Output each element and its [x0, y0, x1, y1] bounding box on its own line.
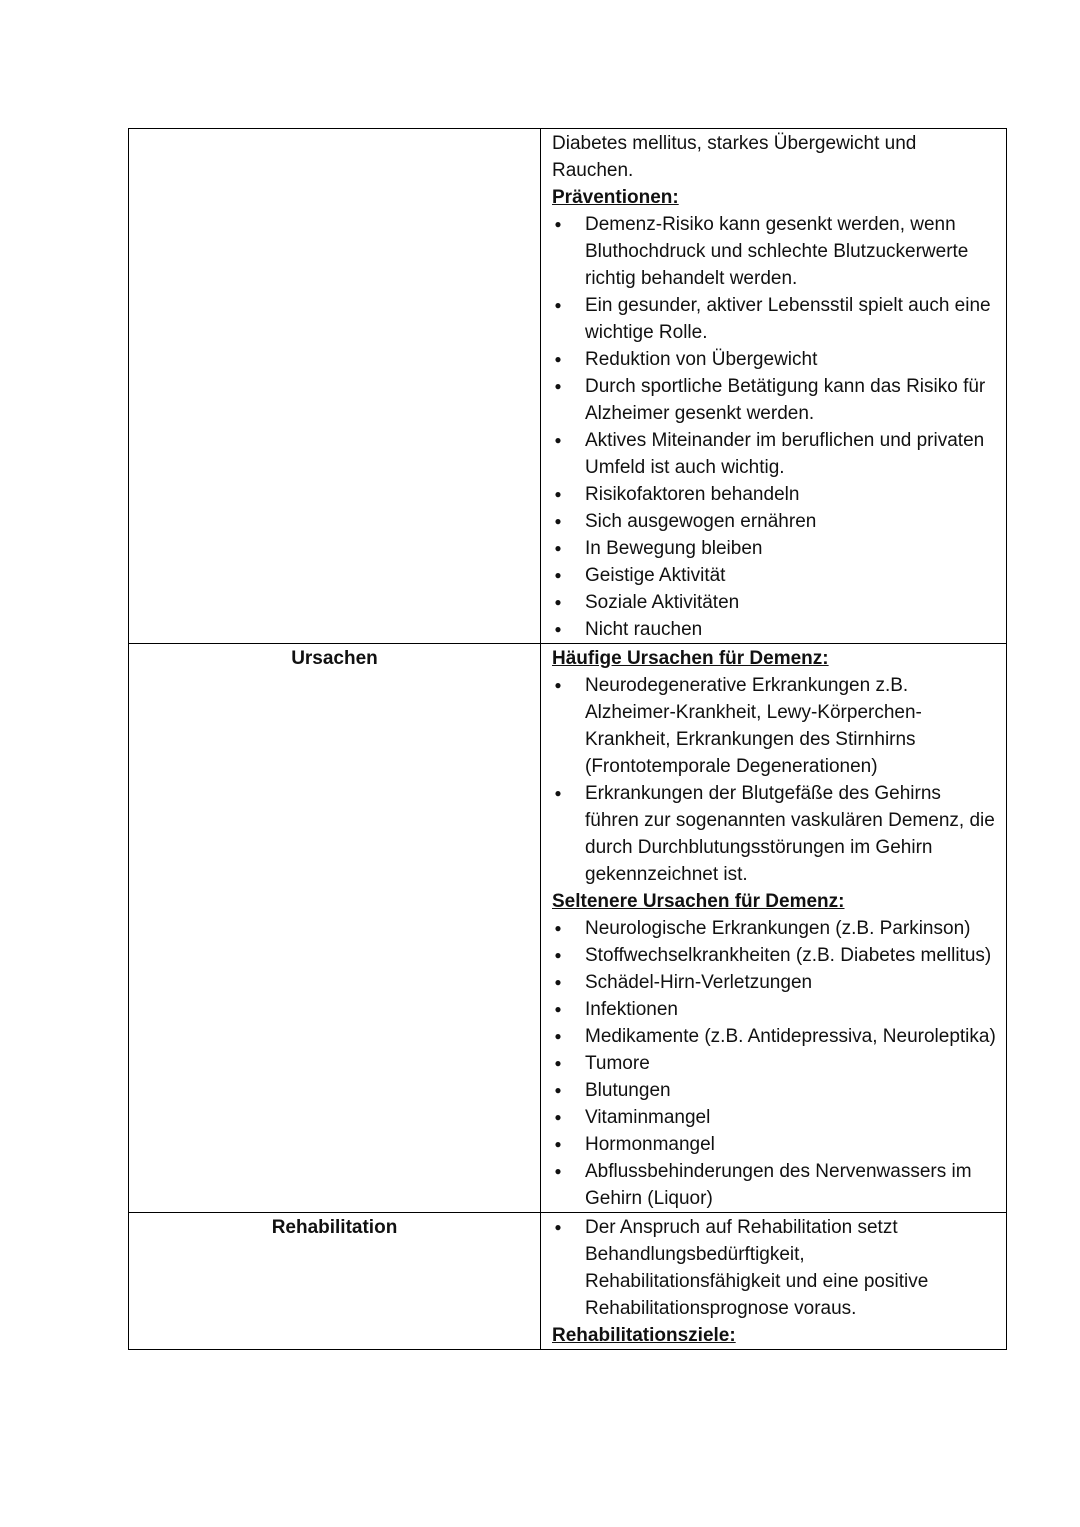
list-item-text: Vitaminmangel [585, 1107, 711, 1128]
table-row [129, 1213, 1007, 1350]
bullet-icon: ● [554, 568, 562, 582]
list-item-text: Tumore [585, 1053, 650, 1074]
bullet-icon: ● [554, 298, 562, 312]
list-item [552, 915, 998, 942]
bullet-icon: ● [554, 1029, 562, 1043]
bullet-icon: ● [554, 1164, 562, 1178]
list-item-text: Erkrankungen der Blutgefäße des Gehirns führen zur sogenannten vaskulären Demenz, die durch Durchblutungsstörungen im Gehirn gekennzeichnet ist. [585, 783, 995, 885]
list-item-text: Blutungen [585, 1080, 671, 1101]
list-item-text: Reduktion von Übergewicht [585, 349, 818, 370]
list-item [552, 373, 998, 427]
bullet-icon: ● [554, 1110, 562, 1124]
row-label [129, 129, 540, 130]
bullet-icon: ● [554, 379, 562, 393]
list-item-text: Demenz-Risiko kann gesenkt werden, wenn Bluthochdruck und schlechte Blutzuckerwerte richtig behandelt werden. [585, 214, 969, 289]
list-item-text: Neurologische Erkrankungen (z.B. Parkinson) [585, 918, 971, 939]
list-item [552, 1104, 998, 1131]
document-table [128, 128, 1007, 1350]
cell-content [541, 644, 1006, 1212]
list-item [552, 1050, 998, 1077]
section-heading: Rehabilitationsziele: [552, 1325, 736, 1346]
list-item-text: Geistige Aktivität [585, 565, 726, 586]
list-item-text: Neurodegenerative Erkrankungen z.B. Alzheimer-Krankheit, Lewy-Körperchen-Krankheit, Erkrankungen des Stirnhirns (Frontotemporale Degenerationen) [585, 675, 922, 777]
list-item [552, 1214, 998, 1322]
bullet-icon: ● [554, 352, 562, 366]
bullet-icon: ● [554, 678, 562, 692]
list-item-text: Hormonmangel [585, 1134, 715, 1155]
list-item-text: Schädel-Hirn-Verletzungen [585, 972, 813, 993]
row-content-cell [541, 129, 1007, 644]
list-item [552, 211, 998, 292]
bullet-icon: ● [554, 487, 562, 501]
list-item-text: Aktives Miteinander im beruflichen und privaten Umfeld ist auch wichtig. [585, 430, 985, 478]
list-item-text: Infektionen [585, 999, 678, 1020]
list-item [552, 1158, 998, 1212]
list-item [552, 346, 998, 373]
section-heading: Präventionen: [552, 187, 679, 208]
list-item [552, 1131, 998, 1158]
bullet-list [552, 672, 998, 888]
section-heading: Seltenere Ursachen für Demenz: [552, 891, 845, 912]
list-item [552, 589, 998, 616]
list-item-text: Durch sportliche Betätigung kann das Risiko für Alzheimer gesenkt werden. [585, 376, 986, 424]
section-heading: Häufige Ursachen für Demenz: [552, 648, 829, 669]
bullet-icon: ● [554, 948, 562, 962]
bullet-list [552, 1214, 998, 1322]
row-label-cell [129, 1213, 541, 1350]
list-item [552, 562, 998, 589]
list-item-text: Stoffwechselkrankheiten (z.B. Diabetes mellitus) [585, 945, 992, 966]
cell-content [541, 129, 1006, 643]
list-item [552, 996, 998, 1023]
bullet-icon: ● [554, 975, 562, 989]
row-label: Ursachen [291, 648, 378, 669]
list-item-text: Soziale Aktivitäten [585, 592, 740, 613]
list-item [552, 780, 998, 888]
list-item-text: Nicht rauchen [585, 619, 703, 640]
bullet-icon: ● [554, 217, 562, 231]
row-label-cell [129, 644, 541, 1213]
list-item [552, 942, 998, 969]
list-item [552, 292, 998, 346]
list-item [552, 1077, 998, 1104]
bullet-icon: ● [554, 1056, 562, 1070]
row-label: Rehabilitation [271, 1217, 398, 1238]
row-content-cell [541, 644, 1007, 1213]
list-item-text: Abflussbehinderungen des Nervenwassers im Gehirn (Liquor) [585, 1161, 972, 1209]
cell-content [541, 1213, 1006, 1349]
paragraph: Diabetes mellitus, starkes Übergewicht und Rauchen. [552, 133, 917, 181]
list-item [552, 508, 998, 535]
bullet-icon: ● [554, 1220, 562, 1234]
list-item [552, 427, 998, 481]
list-item-text: Sich ausgewogen ernähren [585, 511, 817, 532]
list-item-text: Medikamente (z.B. Antidepressiva, Neuroleptika) [585, 1026, 996, 1047]
list-item [552, 672, 998, 780]
list-item-text: Risikofaktoren behandeln [585, 484, 800, 505]
bullet-icon: ● [554, 921, 562, 935]
table-body [129, 129, 1007, 1350]
row-content-cell [541, 1213, 1007, 1350]
list-item [552, 616, 998, 643]
bullet-icon: ● [554, 622, 562, 636]
list-item [552, 969, 998, 996]
table-row [129, 644, 1007, 1213]
bullet-list [552, 211, 998, 643]
bullet-icon: ● [554, 1137, 562, 1151]
row-label-cell [129, 129, 541, 644]
list-item-text: Der Anspruch auf Rehabilitation setzt Behandlungsbedürftigkeit, Rehabilitationsfähigkeit und eine positive Rehabilitationsprognose voraus. [585, 1217, 929, 1319]
list-item-text: In Bewegung bleiben [585, 538, 763, 559]
list-item [552, 535, 998, 562]
table-row [129, 129, 1007, 644]
bullet-icon: ● [554, 541, 562, 555]
list-item [552, 481, 998, 508]
bullet-icon: ● [554, 514, 562, 528]
list-item-text: Ein gesunder, aktiver Lebensstil spielt auch eine wichtige Rolle. [585, 295, 991, 343]
bullet-list [552, 915, 998, 1212]
bullet-icon: ● [554, 433, 562, 447]
bullet-icon: ● [554, 786, 562, 800]
list-item [552, 1023, 998, 1050]
bullet-icon: ● [554, 1002, 562, 1016]
bullet-icon: ● [554, 1083, 562, 1097]
bullet-icon: ● [554, 595, 562, 609]
